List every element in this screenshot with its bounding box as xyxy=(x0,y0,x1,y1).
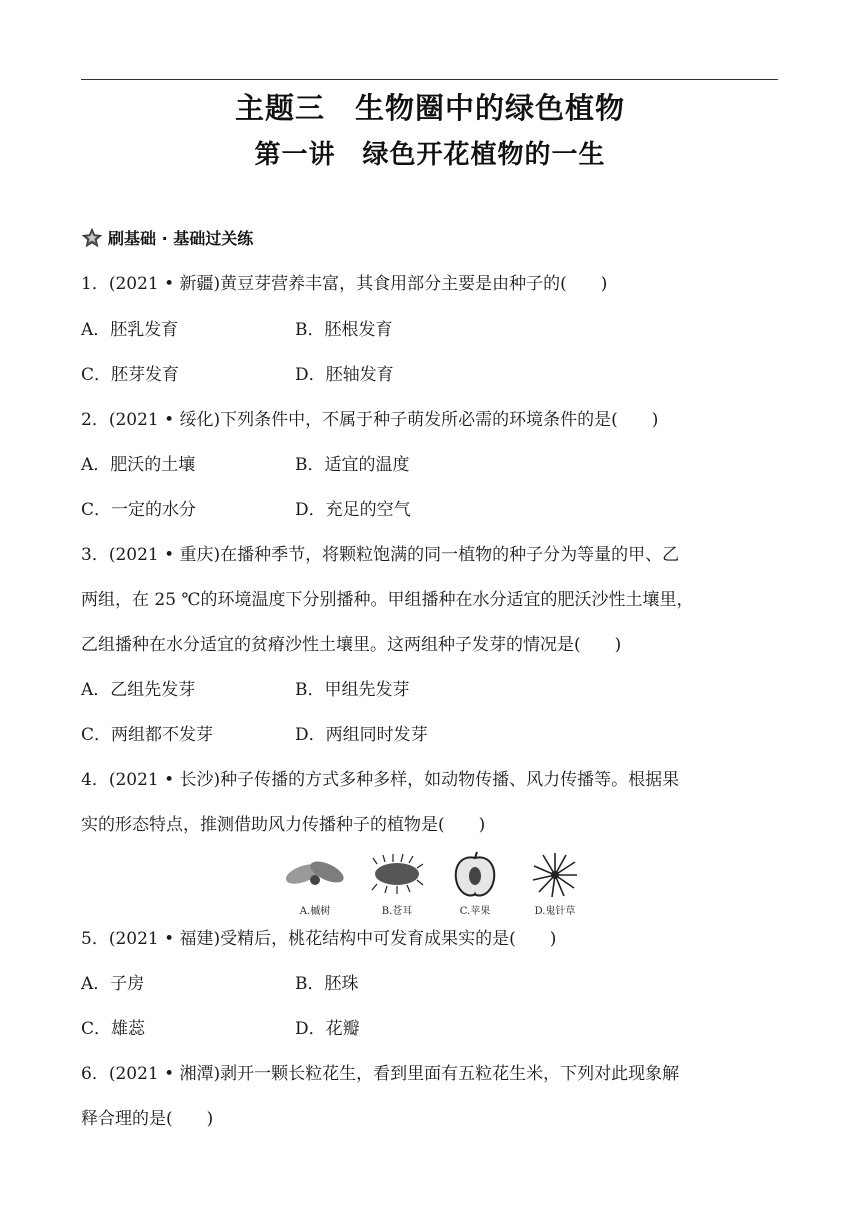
section-label: 刷基础 · 基础过关练 xyxy=(108,229,254,248)
q5-option-b: B．胚珠 xyxy=(295,974,359,994)
question-5-stem: 5．(2021 • 福建)受精后，桃花结构中可发育成果实的是( ) xyxy=(81,929,557,949)
q5-option-c: C．雄蕊 xyxy=(81,1019,146,1039)
figure-caption-a: A.槭树 xyxy=(299,906,331,917)
question-3-line-3: 乙组播种在水分适宜的贫瘠沙性土壤里。这两组种子发芽的情况是( ) xyxy=(81,635,622,655)
seed-dispersal-figure xyxy=(275,850,595,918)
header-rule xyxy=(81,79,778,80)
q3-option-c: C．两组都不发芽 xyxy=(81,725,214,745)
figure-caption-b: B.苍耳 xyxy=(381,906,413,917)
q1-option-a: A．胚乳发育 xyxy=(81,320,179,340)
q5-option-a: A．子房 xyxy=(81,974,145,994)
q2-option-b: B．适宜的温度 xyxy=(295,455,410,475)
star-icon xyxy=(81,227,103,249)
q2-option-a: A．肥沃的土壤 xyxy=(81,455,196,475)
q1-option-d: D．胚轴发育 xyxy=(295,365,394,385)
question-2-stem: 2．(2021 • 绥化)下列条件中，不属于种子萌发所必需的环境条件的是( ) xyxy=(81,410,659,430)
figure-apple xyxy=(435,850,515,917)
figure-bidens xyxy=(515,850,595,917)
question-3-line-1: 3．(2021 • 重庆)在播种季节，将颗粒饱满的同一植物的种子分为等量的甲、乙 xyxy=(81,545,680,565)
bidens-seed-head-image xyxy=(530,850,580,900)
question-1-stem: 1．(2021 • 新疆)黄豆芽营养丰富，其食用部分主要是由种子的( ) xyxy=(81,274,608,294)
question-4-line-2: 实的形态特点，推测借助风力传播种子的植物是( ) xyxy=(81,815,486,835)
q3-option-b: B．甲组先发芽 xyxy=(295,680,410,700)
page-title: 主题三 生物圈中的绿色植物 xyxy=(234,91,625,125)
question-4-line-1: 4．(2021 • 长沙)种子传播的方式多种多样，如动物传播、风力传播等。根据果 xyxy=(81,770,680,790)
q1-option-c: C．胚芽发育 xyxy=(81,365,180,385)
q3-option-a: A．乙组先发芽 xyxy=(81,680,196,700)
q1-option-b: B．胚根发育 xyxy=(295,320,393,340)
question-3-line-2: 两组，在 25 ℃的环境温度下分别播种。甲组播种在水分适宜的肥沃沙性土壤里， xyxy=(81,590,694,610)
question-6-line-1: 6．(2021 • 湘潭)剥开一颗长粒花生，看到里面有五粒花生米，下列对此现象解 xyxy=(81,1064,680,1084)
apple-cross-section-image xyxy=(450,850,500,900)
figure-caption-c: C.苹果 xyxy=(459,906,491,917)
q5-option-d: D．花瓣 xyxy=(295,1019,360,1039)
figure-maple xyxy=(275,850,355,917)
maple-samara-image xyxy=(283,850,347,898)
question-6-line-2: 释合理的是( ) xyxy=(81,1109,214,1129)
page-subtitle: 第一讲 绿色开花植物的一生 xyxy=(254,140,606,170)
section-heading xyxy=(81,226,253,249)
q2-option-c: C．一定的水分 xyxy=(81,500,197,520)
figure-caption-d: D.鬼针草 xyxy=(534,906,576,917)
figure-cocklebur xyxy=(357,850,437,917)
cocklebur-image xyxy=(367,850,427,898)
q3-option-d: D．两组同时发芽 xyxy=(295,725,428,745)
q2-option-d: D．充足的空气 xyxy=(295,500,411,520)
